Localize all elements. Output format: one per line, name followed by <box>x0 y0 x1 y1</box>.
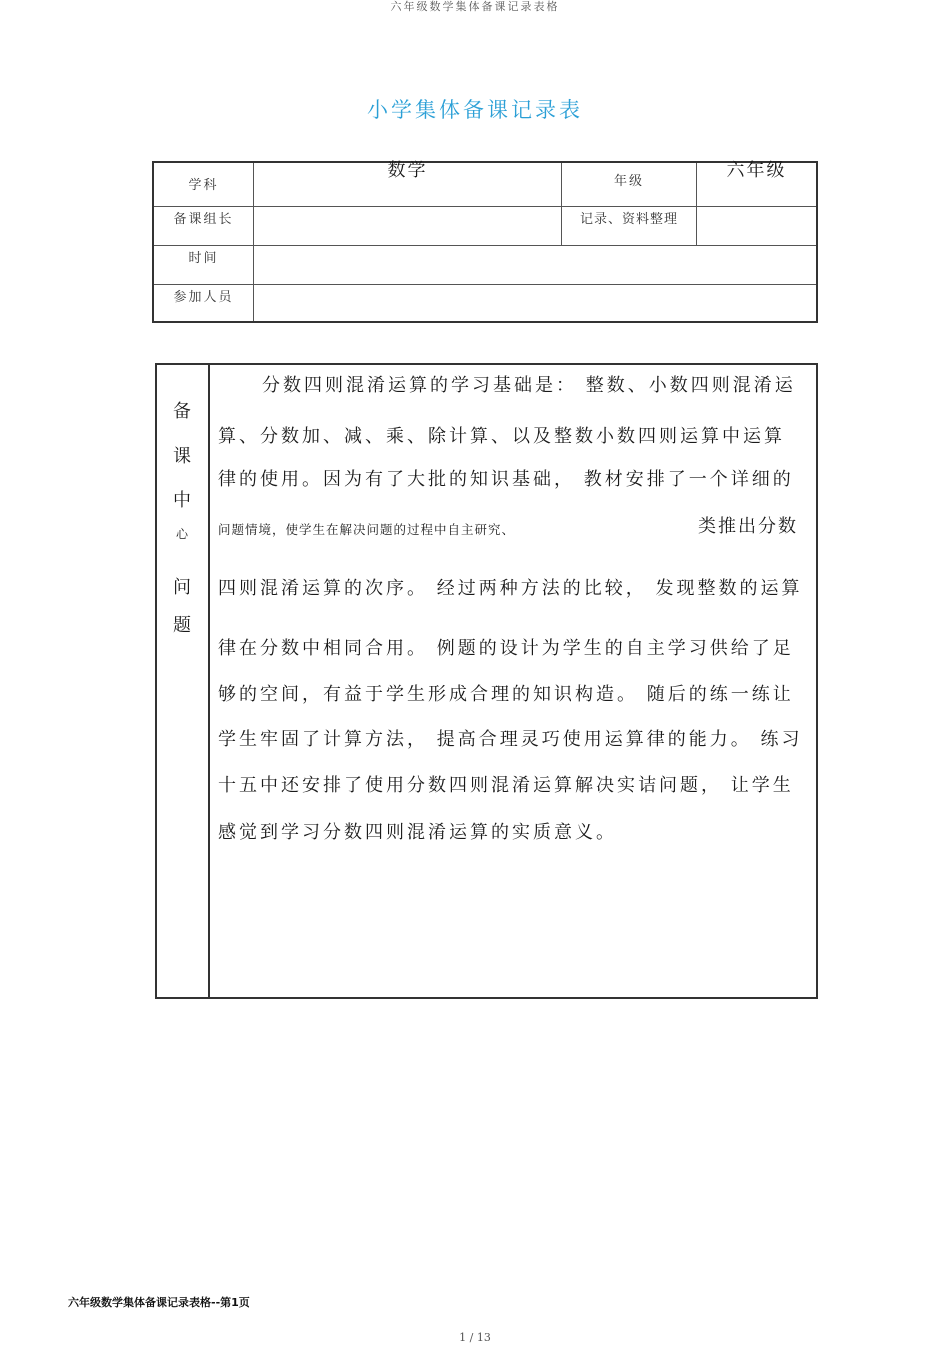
text-line: 学生牢固了计算方法， 提高合理灵巧使用运算律的能力。 练习 <box>218 729 803 750</box>
text-line: 够的空间，有益于学生形成合理的知识构造。 随后的练一练让 <box>218 684 794 705</box>
label-char: 问 <box>173 577 191 598</box>
label-char: 课 <box>173 446 191 467</box>
leader-value <box>254 207 562 246</box>
document-title: 小学集体备课记录表 <box>367 98 583 122</box>
info-table <box>152 161 818 323</box>
text-line: 律在分数中相同合用。 例题的设计为学生的自主学习供给了足 <box>218 638 794 659</box>
page-number: 1 / 13 <box>459 1331 491 1344</box>
time-label: 时间 <box>154 246 254 285</box>
recorder-label: 记录、资料整理 <box>562 207 697 246</box>
grade-value: 六年级 <box>697 163 816 207</box>
recorder-value <box>697 207 816 246</box>
label-char: 中 <box>173 490 191 511</box>
label-char: 心 <box>175 527 188 541</box>
leader-label: 备课组长 <box>154 207 254 246</box>
text-line: 四则混淆运算的次序。 经过两种方法的比较， 发现整数的运算 <box>218 578 803 599</box>
label-char: 备 <box>173 401 191 422</box>
central-issue-box <box>155 363 818 999</box>
subject-label: 学科 <box>154 163 254 207</box>
text-line: 律的使用。因为有了大批的知识基础， 教材安排了一个详细的 <box>218 469 794 490</box>
label-char: 题 <box>173 615 191 636</box>
footer-page-label: 六年级数学集体备课记录表格--第1页 <box>68 1296 250 1309</box>
text-line: 问题情境，使学生在解决问题的过程中自主研究、 <box>218 522 516 537</box>
subject-value: 数学 <box>254 163 562 207</box>
text-line: 算、分数加、减、乘、除计算、以及整数小数四则运算中运算 <box>218 426 785 447</box>
column-divider <box>208 365 210 997</box>
text-line: 感觉到学习分数四则混淆运算的实质意义。 <box>218 822 617 843</box>
running-header: 六年级数学集体备课记录表格 <box>390 0 560 13</box>
time-value <box>254 246 816 285</box>
participants-value <box>254 285 816 321</box>
participants-label: 参加人员 <box>154 285 254 321</box>
text-line: 十五中还安排了使用分数四则混淆运算解决实诘问题， 让学生 <box>218 775 794 796</box>
grade-label: 年级 <box>562 163 697 207</box>
text-line: 分数四则混淆运算的学习基础是： 整数、小数四则混淆运 <box>262 375 796 396</box>
text-line: 类推出分数 <box>698 516 798 537</box>
